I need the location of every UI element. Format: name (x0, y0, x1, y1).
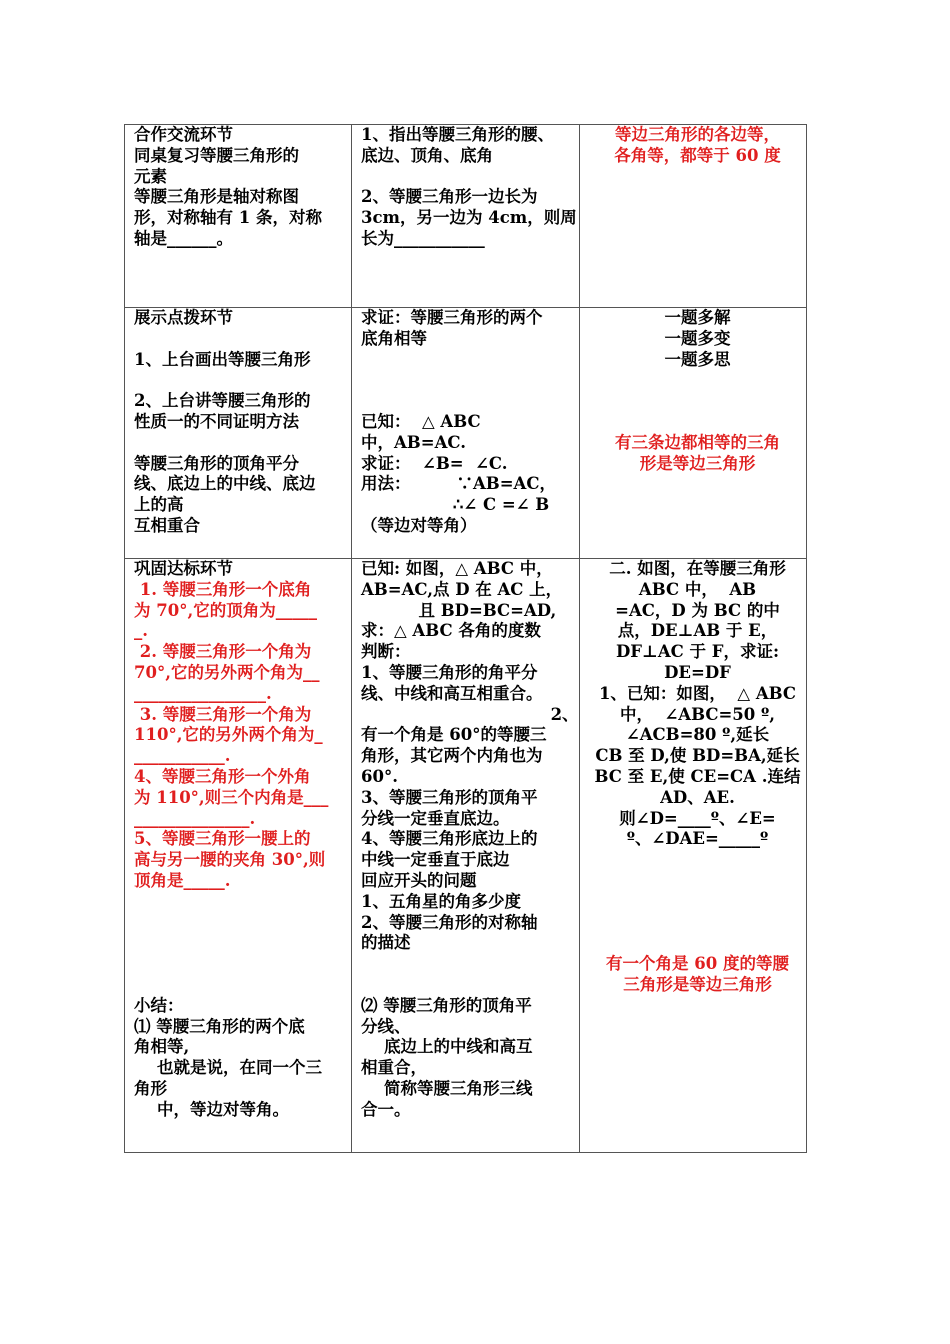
text-line: 中线一定垂直于底边 (361, 850, 510, 870)
text-line: 2、等腰三角形一边长为 (361, 187, 538, 207)
cell-exercise-1 (352, 125, 580, 308)
text-line: 上的高 (134, 495, 184, 515)
exercise-identify (361, 125, 579, 167)
exercise-perimeter (361, 187, 579, 249)
text-line: =AC，D 为 BC 的中 (615, 600, 780, 620)
text-line: 小结： (134, 995, 184, 1015)
text-line: 60°. (361, 766, 398, 786)
text-line: 1、已知：如图， △ ABC (598, 683, 797, 703)
text-line: 已知: 如图，△ ABC 中， (361, 559, 553, 578)
text-line: 角相等, (134, 1037, 190, 1057)
text-line: 中， ∠ABC=50 º, (619, 704, 776, 724)
text-line: 高与另一腰的夹角 30°,则 (134, 850, 326, 870)
presentation-item-2 (134, 391, 351, 433)
text-line: 用法： ∵AB=AC， (361, 474, 556, 494)
text-line: 一题多变 (664, 328, 731, 348)
table-row (125, 559, 807, 1153)
summary-text (134, 996, 351, 1121)
cell-cooperation (125, 125, 352, 308)
text-line: DE=DF (664, 662, 731, 682)
cell-consolidation (125, 559, 352, 1153)
text-line: 合一。 (361, 1099, 411, 1119)
text-line: 顶角是_____. (134, 870, 231, 890)
cell-multi-solutions (580, 308, 807, 559)
table-row (125, 308, 807, 559)
text-line: 轴是______。 (134, 228, 233, 248)
isosceles-proof (589, 559, 806, 850)
text-line: ∠ACB=80 º,延长 (625, 725, 770, 745)
text-line: 判断： (361, 642, 411, 662)
lesson-plan-table (124, 124, 807, 1153)
text-line: 互相重合 (134, 515, 200, 535)
text-line: ABC 中， AB (638, 579, 757, 599)
text-line: 二. 如图，在等腰三角形 (609, 559, 786, 578)
text-line: 形是等边三角形 (639, 453, 756, 473)
text-line: 的描述 (361, 933, 411, 953)
cell-equilateral-note (580, 125, 807, 308)
text-line: 角形 (134, 1078, 167, 1098)
text-line: ⑴ 等腰三角形的两个底 (134, 1016, 305, 1036)
text-line: 有一个角是 60 度的等腰 (606, 954, 789, 974)
text-line: 1. 等腰三角形一个底角 (134, 579, 312, 599)
text-line: 分线、 (361, 1016, 411, 1036)
text-line: 等腰三角形的顶角平分 (134, 453, 299, 473)
text-line: 同桌复习等腰三角形的 (134, 145, 299, 165)
text-line: 已知： △ ABC (361, 411, 481, 431)
text-line: ________________. (134, 683, 272, 703)
text-line: 回应开头的问题 (361, 870, 477, 890)
text-line: 线、中线和高互相重合。 (361, 683, 543, 703)
text-line: 3cm，另一边为 4cm，则周 (361, 208, 577, 228)
text-line: 1、等腰三角形的角平分 (361, 662, 538, 682)
text-line: AD、AE. (660, 787, 735, 807)
text-line: 为 70°,它的顶角为_____ (134, 600, 317, 620)
text-line: 1、五角星的角多少度 (361, 891, 521, 911)
cell-isosceles-proof (580, 559, 807, 1153)
section-title: 展示点拨环节 (134, 308, 233, 327)
cell-presentation (125, 308, 352, 559)
text-line: 三角形是等边三角形 (623, 974, 772, 994)
text-line: 等边三角形的各边等， (615, 125, 780, 144)
proof-body (361, 412, 579, 537)
multi-solution-list (589, 308, 806, 370)
text-line: 求证： ∠B= ∠C. (361, 453, 508, 473)
text-line: 5、等腰三角形一腰上的 (134, 829, 311, 849)
presentation-item-1: 1、上台画出等腰三角形 (134, 349, 311, 369)
text-line: 110°,它的另外两个角为_ (134, 725, 323, 745)
text-line: 1、指出等腰三角形的腰、 (361, 125, 554, 144)
text-line: 求证：等腰三角形的两个 (361, 308, 543, 327)
cell-proof (352, 308, 580, 559)
text-line: 简称等腰三角形三线 (361, 1078, 533, 1098)
text-line: 也就是说，在同一个三 (134, 1058, 322, 1078)
text-line: 中，AB=AC. (361, 432, 466, 452)
text-line: 性质一的不同证明方法 (134, 411, 299, 431)
text-line: 4、等腰三角形一个外角 (134, 766, 311, 786)
text-line: 合作交流环节 (134, 125, 233, 144)
three-lines-summary (361, 996, 579, 1121)
text-line: 相重合， (361, 1058, 427, 1078)
text-line: 各角等，都等于 60 度 (614, 145, 781, 165)
text-line: （等边对等角） (361, 515, 477, 535)
practice-questions (134, 580, 351, 892)
text-line: 元素 (134, 166, 167, 186)
equilateral-theorem (589, 954, 806, 996)
text-line: 点，DE⊥AB 于 E， (617, 621, 778, 641)
text-line: 为 110°,则三个内角是___ (134, 787, 329, 807)
text-line: 一题多解 (664, 308, 731, 327)
table-row (125, 125, 807, 308)
text-line: 则∠D=____º、∠E= (619, 808, 776, 828)
text-line: DF⊥AC 于 F，求证: (615, 642, 780, 662)
text-line: 形，对称轴有 1 条，对称 (134, 208, 322, 228)
cooperation-text (134, 125, 351, 250)
text-line: CB 至 D,使 BD=BA,延长 (595, 746, 800, 766)
text-line: 4、等腰三角形底边上的 (361, 829, 538, 849)
presentation-item-3 (134, 454, 351, 537)
text-line: 中，等边对等角。 (134, 1099, 289, 1119)
text-line: 底边上的中线和高互 (361, 1037, 533, 1057)
text-line: BC 至 E,使 CE=CA .连结 (594, 766, 801, 786)
text-line: 2、 (361, 704, 579, 724)
text-line: 2、等腰三角形的对称轴 (361, 912, 538, 932)
text-line: ∴∠ C =∠ B (361, 495, 550, 515)
text-line: 3. 等腰三角形一个角为 (134, 704, 312, 724)
text-line: 等腰三角形是轴对称图 (134, 187, 299, 207)
text-line: AB=AC,点 D 在 AC 上， (361, 579, 563, 599)
text-line: 长为___________ (361, 228, 485, 248)
text-line: ___________. (134, 746, 231, 766)
text-line: 有一个角是 60°的等腰三 (361, 725, 547, 745)
text-line: 3、等腰三角形的顶角平 (361, 787, 538, 807)
text-line: 有三条边都相等的三角 (615, 432, 780, 452)
text-line: 一题多思 (664, 349, 731, 369)
equilateral-note (589, 125, 806, 167)
text-line: _. (134, 621, 148, 641)
section-title: 巩固达标环节 (134, 559, 233, 578)
cell-angles-problem (352, 559, 580, 1153)
text-line: 底边、顶角、底角 (361, 145, 493, 165)
text-line: 70°,它的另外两个角为__ (134, 662, 320, 682)
proof-statement (361, 308, 579, 350)
text-line: ⑵ 等腰三角形的顶角平 (361, 995, 532, 1015)
text-line: 线、底边上的中线、底边 (134, 474, 316, 494)
text-line: 分线一定垂直底边。 (361, 808, 510, 828)
text-line: 底角相等 (361, 328, 427, 348)
text-line: 且 BD=BC=AD, (361, 600, 557, 620)
text-line: 求：△ ABC 各角的度数 (361, 621, 541, 641)
text-line: 2. 等腰三角形一个角为 (134, 642, 312, 662)
text-line: º、∠DAE=_____º (626, 829, 769, 849)
angles-problem (361, 559, 579, 954)
equilateral-definition (589, 433, 806, 475)
text-line: 角形，其它两个内角也为 (361, 746, 543, 766)
text-line: ______________. (134, 808, 256, 828)
text-line: 2、上台讲等腰三角形的 (134, 391, 311, 411)
